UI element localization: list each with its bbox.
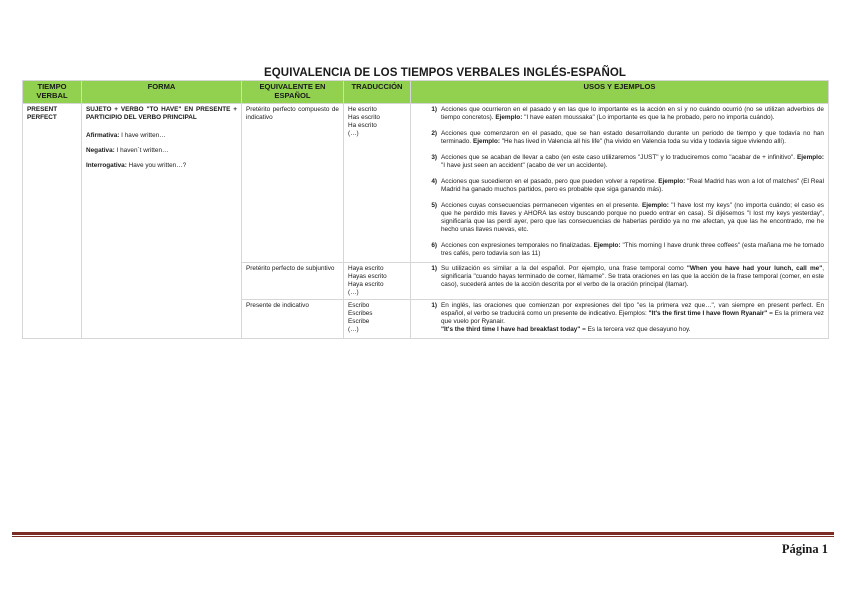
page-title: EQUIVALENCIA DE LOS TIEMPOS VERBALES INGLÉS-ESPAÑOL [263,67,627,79]
tense-cell [23,104,82,339]
traduccion-cell: Haya escrito Hayas escrito Haya escrito (…) [344,263,411,300]
traduccion-cell: Escribo Escribes Escribe (…) [344,300,411,339]
equivalente-cell: Pretérito perfecto de subjuntivo [242,263,344,300]
forma-afirmativa: Afirmativa: I have written… [86,132,166,139]
footer-rule [12,532,834,535]
header-tiempo-verbal: TIEMPO VERBAL [23,81,82,104]
usos-cell [411,104,829,263]
traduccion-cell: He escrito Has escrito Ha escrito (…) [344,104,411,263]
forma-rule: SUJETO + VERBO "TO HAVE" EN PRESENTE + PARTICIPIO DEL VERBO PRINCIPAL [86,106,237,121]
usos-cell [411,300,829,339]
list-item: 1) Acciones que ocurrieron en el pasado y en las que lo importante es la acción en sí y no cuándo ocurrió (no se utilizan adverbios de tiempo concretos). Ejemplo: "I have eaten moussaka" (Lo importante es que la he probado, pero no importa cuándo). [431,106,824,121]
header-usos: USOS Y EJEMPLOS [411,81,829,104]
page-number: Página 1 [781,542,828,556]
verb-tense-table [22,80,829,339]
header-forma: FORMA [82,81,242,104]
table-header-row [23,81,829,104]
equivalente-cell: Presente de indicativo [242,300,344,339]
list-item: 3) Acciones que se acaban de llevar a cabo (en este caso utilizaremos "JUST" y lo traduciremos como "acabar de + infinitivo". Ejemplo: "I have just seen an accident" (acabo de ver un accidente). [431,154,824,169]
forma-interrogativa: Interrogativa: Have you written…? [86,162,187,169]
list-item: 4) Acciones que sucedieron en el pasado, pero que pueden volver a repetirse. Ejemplo: "Real Madrid has won a lot of matches" (El Real Madrid ha ganado muchos partidos, pero es probable que siga ganando más). [431,178,824,193]
tense-name: PRESENT PERFECT [27,106,58,121]
list-item: 6) Acciones con expresiones temporales no finalizadas. Ejemplo: "This morning I have drunk three coffees" (esta mañana me he tomado tres cafés, pero todavía son las 11) [431,242,824,257]
usos-cell [411,263,829,300]
list-item: 2) Acciones que comenzaron en el pasado, que se han estado desarrollando durante un periodo de tiempo y que todavía no han terminado. Ejemplo: "He has lived in Valencia all his life" (ha vivido en Valencia toda su vida y todavía sigue viviendo allí). [431,130,824,145]
list-item: 5) Acciones cuyas consecuencias permanecen vigentes en el presente. Ejemplo: "I have lost my keys" (no importa cuándo; el caso es que he perdido mis llaves y AHORA las estoy buscando porque no puedo entrar en casa). Si dijésemos "I lost my keys yesterday", significaría que las perdí ayer, pero que las consecuencias de haberlas perdido ya no me afectan, ya que las he encontrado, me he hecho unas llaves nuevas, etc. [431,202,824,233]
list-item: 1) En inglés, las oraciones que comienzan por expresiones del tipo "es la primera vez que…", van siempre en present perfect. En español, el verbo se traducirá como un presente de indicativo. Ejemplos: "It's the first time I have flown Ryanair" = Es la primera vez que vuelo por Ryanair. "It's the third time I have had breakfast today" = Es la tercera vez que desayuno hoy. [431,302,824,333]
footer-rule-thin [12,536,834,537]
header-traduccion: TRADUCCIÓN [344,81,411,104]
table-row [23,104,829,263]
header-equivalente: EQUIVALENTE EN ESPAÑOL [242,81,344,104]
forma-cell [82,104,242,339]
list-item: 1) Su utilización es similar a la del español. Por ejemplo, una frase temporal como "When you have had your lunch, call me", significaría "cuando hayas terminado de comer, llámame". Se trata oraciones en las que la acción de la frase temporal (comer, en este caso), sucederá antes de la acción descrita por el verbo de la oración principal (llamar). [431,265,825,288]
forma-negativa: Negativa: I haven´t written… [86,147,169,154]
equivalente-cell: Pretérito perfecto compuesto de indicativo [242,104,344,263]
